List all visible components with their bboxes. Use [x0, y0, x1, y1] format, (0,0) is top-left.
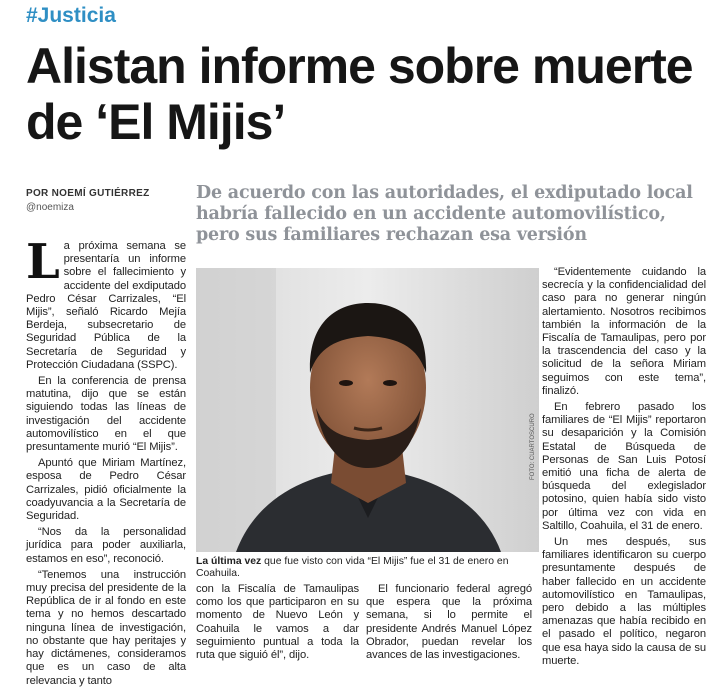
article-column-3 — [366, 583, 532, 665]
article-column-1 — [26, 234, 186, 691]
article-column-4 — [542, 266, 706, 671]
lead-paragraph: a próxima semana se presentaría un informe sobre el fallecimiento y accidente del exdiputado Pedro César Carrizales, “El Mijis”, señaló Ricardo Mejía Berdeja, subsecretario de Seguridad Pública de la Secretaría de Seguridad y Protección Ciudadana (SSPC). — [26, 240, 186, 371]
paragraph: Apuntó que Miriam Martínez, esposa de Pedro César Carrizales, pidió oficialmente la coadyuvancia a la Secretaría de Seguridad. — [26, 457, 186, 523]
paragraph: con la Fiscalía de Tamaulipas como los que participaron en su momento de Nuevo León y Coahuila le vamos a dar seguimiento puntual a toda la ruta que siguió él”, dijo. — [196, 583, 359, 662]
caption-lead: La última vez — [196, 556, 262, 567]
paragraph: En febrero pasado los familiares de “El Mijis” reportaron su desaparición y la Comisión Estatal de Búsqueda de Personas de San Luis Potosí emitió una ficha de alerta de búsqueda del exlegislador potosino, quien había sido visto por última vez con vida en Saltillo, Coahuila, el 31 de enero. — [542, 401, 706, 532]
article-photo — [196, 268, 539, 552]
drop-cap: L — [26, 234, 60, 290]
paragraph: El funcionario federal agregó que espera que la próxima semana, si lo permite el presidente Andrés Manuel López Obrador, puedan revelar los avances de las investigaciones. — [366, 583, 532, 662]
headline: Alistan informe sobre muerte de ‘El Mijis’ — [26, 38, 693, 150]
paragraph: En la conferencia de prensa matutina, dijo que se están siguiendo todas las líneas de investigación del accidente automovilístico en el que presuntamente murió “El Mijis”. — [26, 375, 186, 454]
paragraph: “Nos da la personalidad jurídica para poder auxiliarla, estamos en eso”, reconoció. — [26, 526, 186, 565]
paragraph: Un mes después, sus familiares identificaron su cuerpo presuntamente después de haber fallecido en un accidente automovilístico en Tamaulipas, pero debido a las múltiples amenazas que había recibido en el pasado el político, negaron que esa haya sido la causa de su muerte. — [542, 536, 706, 667]
byline-author: POR NOEMÍ GUTIÉRREZ — [26, 188, 150, 199]
caption-text: que fue visto con vida “El Mijis” fue el 31 de enero en Coahuila. — [196, 556, 509, 579]
byline-handle[interactable]: @noemiza — [26, 202, 74, 213]
photo-caption — [196, 556, 546, 580]
dek-subheadline: De acuerdo con las autoridades, el exdiputado local habría fallecido en un accidente automovilístico, pero sus familiares rechazan esa versión — [196, 183, 693, 245]
article-column-2 — [196, 583, 359, 665]
paragraph: “Evidentemente cuidando la secrecía y la confidencialidad del caso para no generar ningún alertamiento. Nosotros recibimos también la información de la Fiscalía de Tamaulipas, pero por la trascendencia del caso y la solicitud de la señora Miriam seguimos con este tema”, finalizó. — [542, 266, 706, 397]
portrait-image — [196, 268, 539, 552]
photo-credit: FOTO: CUARTOSCURO — [530, 413, 536, 480]
paragraph: “Tenemos una instrucción muy precisa del presidente de la República de ir al fondo en este tema y no hemos descartado ninguna línea de investigación, no obstante que hay peritajes y hay dictámenes, consideramos que es un caso de alta relevancia y tanto — [26, 568, 186, 687]
section-tag[interactable]: #Justicia — [26, 4, 116, 27]
